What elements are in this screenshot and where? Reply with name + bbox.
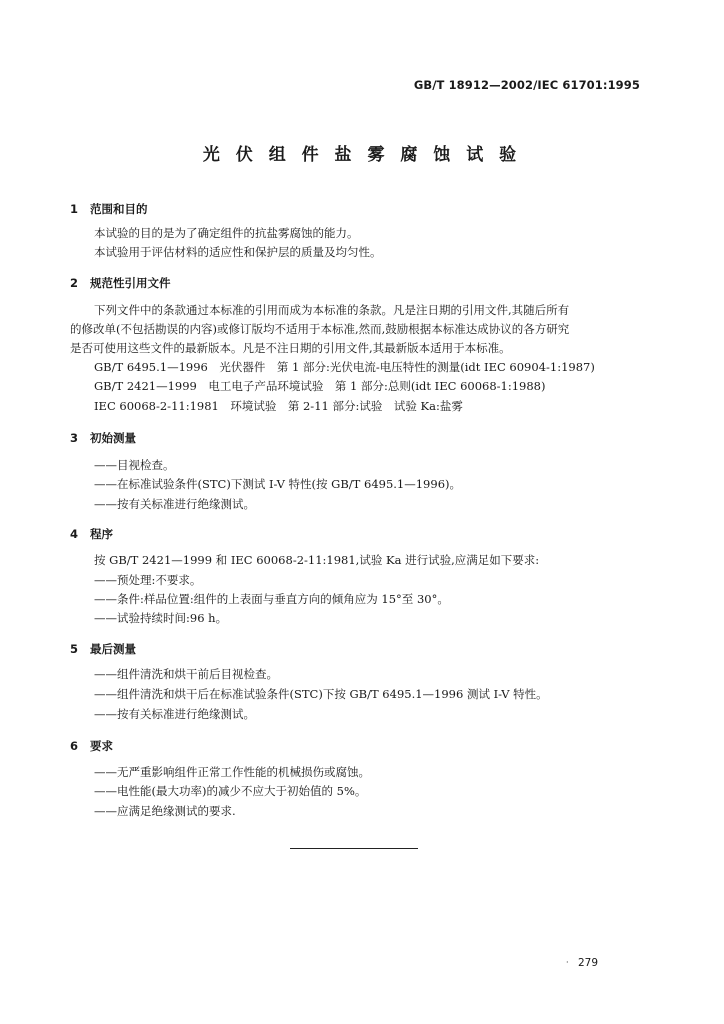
section-3-line: ——目视检查。: [94, 458, 175, 472]
section-6-line: ——电性能(最大功率)的减少不应大于初始值的 5%。: [94, 784, 367, 798]
section-4-line: 按 GB/T 2421—1999 和 IEC 60068-2-11:1981,试验 Ka 进行试验,应满足如下要求:: [94, 553, 540, 567]
normative-reference: GB/T 6495.1—1996 光伏器件 第 1 部分:光伏电流-电压特性的测量(idt IEC 60904-1:1987): [94, 360, 595, 374]
section-2-paragraph-line: 是否可使用这些文件的最新版本。凡是不注日期的引用文件,其最新版本适用于本标准。: [70, 341, 511, 355]
section-2-heading: 2 规范性引用文件: [70, 276, 171, 290]
document-title: 光 伏 组 件 盐 雾 腐 蚀 试 验: [202, 145, 522, 165]
section-4-heading: 4 程序: [70, 527, 113, 541]
section-4-line: ——试验持续时间:96 h。: [94, 611, 228, 625]
section-6-line: ——无严重影响组件正常工作性能的机械损伤或腐蚀。: [94, 765, 370, 779]
section-4-line: ——条件:样品位置:组件的上表面与垂直方向的倾角应为 15°至 30°。: [94, 592, 449, 606]
section-3-line: ——按有关标准进行绝缘测试。: [94, 497, 255, 511]
section-6-line: ——应满足绝缘测试的要求.: [94, 804, 236, 818]
section-5-line: ——组件清洗和烘干前后目视检查。: [94, 667, 278, 681]
page-number: 279: [578, 957, 599, 969]
standard-code: GB/T 18912—2002/IEC 61701:1995: [413, 78, 640, 92]
section-6-heading: 6 要求: [70, 739, 113, 753]
section-3-heading: 3 初始测量: [70, 431, 136, 445]
section-4-line: ——预处理:不要求。: [94, 573, 202, 587]
section-1-line: 本试验的目的是为了确定组件的抗盐雾腐蚀的能力。: [94, 226, 359, 240]
page-mark: ·: [566, 958, 569, 967]
section-5-line: ——按有关标准进行绝缘测试。: [94, 707, 255, 721]
section-1-line: 本试验用于评估材料的适应性和保护层的质量及均匀性。: [94, 245, 382, 259]
section-3-line: ——在标准试验条件(STC)下测试 I-V 特性(按 GB/T 6495.1—1996)。: [94, 477, 461, 491]
section-2-paragraph-line: 的修改单(不包括勘误的内容)或修订版均不适用于本标准,然而,鼓励根据本标准达成协议的各方研究: [70, 322, 570, 336]
normative-reference: GB/T 2421—1999 电工电子产品环境试验 第 1 部分:总则(idt IEC 60068-1:1988): [94, 379, 546, 393]
normative-reference: IEC 60068-2-11:1981 环境试验 第 2-11 部分:试验 试验 Ka:盐雾: [94, 399, 463, 413]
section-5-heading: 5 最后测量: [70, 642, 136, 656]
section-2-paragraph-line: 下列文件中的条款通过本标准的引用而成为本标准的条款。凡是注日期的引用文件,其随后所有: [94, 303, 570, 317]
section-1-heading: 1 范围和目的: [70, 202, 148, 216]
section-5-line: ——组件清洗和烘干后在标准试验条件(STC)下按 GB/T 6495.1—1996 测试 I-V 特性。: [94, 687, 548, 701]
end-rule: [290, 848, 418, 849]
